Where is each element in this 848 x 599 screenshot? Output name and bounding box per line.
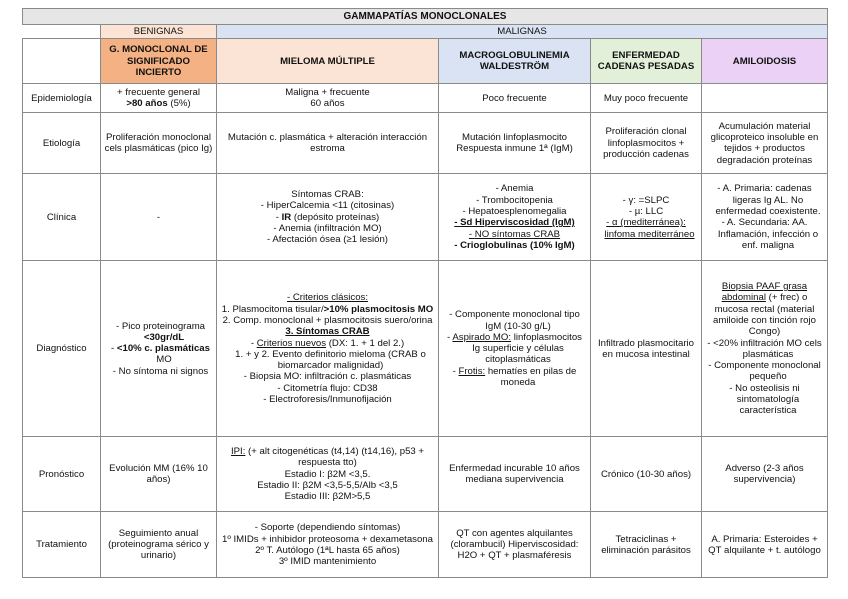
row-label-etiology: Etiología <box>23 113 101 174</box>
diag-waldenstrom <box>439 261 591 437</box>
diag-mm-crit1-b: >10% plasmocitosis MO <box>323 303 434 315</box>
etio-mm: Mutación c. plasmática + alteración interacción estroma <box>217 113 439 174</box>
clin-wald-item: - Crioglobulinas (10% IgM) <box>442 240 587 251</box>
diag-mgus <box>101 261 217 437</box>
clin-mm-item: - Anemia (infiltración MO) <box>220 223 435 234</box>
trat-heavy-chain: Tetraciclinas + eliminación parásitos <box>591 512 702 578</box>
prog-heavy-chain: Crónico (10-30 años) <box>591 437 702 512</box>
diag-heavy-chain: Infiltrado plasmocitario en mucosa intestinal <box>591 261 702 437</box>
group-benign: BENIGNAS <box>101 25 217 39</box>
etio-waldenstrom: Mutación linfoplasmocito Respuesta inmune 1ª (IgM) <box>439 113 591 174</box>
prog-mm <box>217 437 439 512</box>
diag-mm-new-1: 1. + y 2. Evento definitorio mieloma (CRAB o biomarcador malignidad) <box>235 348 426 372</box>
clin-heavy-chain <box>591 174 702 261</box>
clin-heavy-item: - γ: =SLPC <box>594 195 698 206</box>
prog-mm-stage: Estadio III: β2M>5,5 <box>284 491 371 503</box>
diag-mgus-item <box>108 321 213 344</box>
trat-mgus: Seguimiento anual (proteinograma sérico y urinario) <box>101 512 217 578</box>
diag-mgus-item: - No síntoma ni signos <box>108 366 213 377</box>
diag-amy-item: - Componente monoclonal pequeño <box>705 360 824 383</box>
epi-mgus-pct: (5%) <box>167 98 191 110</box>
epi-mm-line2: 60 años <box>310 98 345 110</box>
clin-amy-item: - A. Secundaria: AA. Inflamación, infección o enf. maligna <box>705 217 824 251</box>
clin-amyloidosis <box>702 174 828 261</box>
diag-amy-item: - No osteolisis ni sintomatología característica <box>705 383 824 417</box>
row-label-prognosis: Pronóstico <box>23 437 101 512</box>
clin-mm-head: Síntomas CRAB: <box>291 189 364 201</box>
col-heavy-chain: ENFERMEDAD CADENAS PESADAS <box>591 39 702 84</box>
epi-mgus-line1: + frecuente general <box>117 87 200 98</box>
clin-heavy-item: - µ: LLC <box>594 206 698 217</box>
etio-heavy-chain: Proliferación clonal linfoplasmocitos + producción cadenas <box>591 113 702 174</box>
clin-mgus: - <box>101 174 217 261</box>
row-label-clinical: Clínica <box>23 174 101 261</box>
prog-amyloidosis: Adverso (2-3 años supervivencia) <box>702 437 828 512</box>
trat-mm-line: 1º IMIDs + inhibidor proteosoma + dexametasona <box>222 533 433 545</box>
clin-heavy-item: - α (mediterránea): linfoma mediterráneo <box>594 217 698 240</box>
clin-mm-ir-desc: (depósito proteínas) <box>291 211 380 223</box>
diag-mm-crit1 <box>220 304 435 315</box>
trat-mm <box>217 512 439 578</box>
epi-mm <box>217 84 439 113</box>
clin-amy-item: - A. Primaria: cadenas ligeras Ig AL. No enfermedad coexistente. <box>705 183 824 217</box>
diag-mm-classic: - Criterios clásicos: <box>220 292 435 303</box>
diag-wald-aspirate: linfoplasmocitos Ig superficie y células citoplasmáticas <box>472 331 582 366</box>
col-waldenstrom: MACROGLOBULINEMIA WALDESTRÖM <box>439 39 591 84</box>
clin-wald-item: - Anemia <box>442 183 587 194</box>
prog-mgus: Evolución MM (16% 10 años) <box>101 437 217 512</box>
clin-wald-item: - Hepatoesplenomegalia <box>442 206 587 217</box>
clin-wald-item: - Sd Hiperviscosidad (IgM) <box>442 217 587 228</box>
diag-mgus-item <box>108 343 213 366</box>
clin-mm <box>217 174 439 261</box>
diag-wald-aspirate-label: Aspirado MO: <box>452 331 512 343</box>
diag-wald-item <box>442 332 587 366</box>
gammapathy-table <box>22 8 828 578</box>
diag-wald-item: - Componente monoclonal tipo IgM (10-30 g/L) <box>442 309 587 332</box>
diag-amy-biopsy <box>705 281 824 337</box>
diag-mm-new-note: (DX: 1. + 1 del 2.) <box>326 337 405 349</box>
clin-mm-item: - HiperCalcemia <11 (citosinas) <box>220 200 435 211</box>
col-mgus: G. MONOCLONAL DE SIGNIFICADO INCIERTO <box>101 39 217 84</box>
diag-amyloidosis <box>702 261 828 437</box>
row-label-diagnosis: Diagnóstico <box>23 261 101 437</box>
group-malign: MALIGNAS <box>217 25 828 39</box>
trat-amyloidosis: A. Primaria: Esteroides + QT alquilante + t. autólogo <box>702 512 828 578</box>
diag-mm <box>217 261 439 437</box>
diag-mm-item: - Electroforesis/Inmunofijación <box>220 394 435 405</box>
trat-mm-line: - Soporte (dependiendo síntomas) <box>254 522 401 534</box>
prog-mm-stage: Estadio I: β2M <3,5. <box>284 468 371 480</box>
diag-mm-crit3: 3. Síntomas CRAB <box>285 326 370 338</box>
clin-mm-item: - Afectación ósea (≥1 lesión) <box>220 234 435 245</box>
prog-mm-ipi <box>220 446 435 469</box>
epi-mgus <box>101 84 217 113</box>
empty-corner <box>23 25 101 39</box>
trat-mm-line: 3º IMID mantenimiento <box>278 556 377 568</box>
diag-mm-crit1-a: 1. Plasmocitoma tisular/ <box>221 303 324 315</box>
diag-mm-crit2: 2. Comp. monoclonal + plasmocitosis suero/orina <box>222 314 433 326</box>
diag-mm-item: - Biopsia MO: infiltración c. plasmáticas <box>220 371 435 382</box>
prog-mm-stage: Estadio II: β2M <3,5-5,5/Alb <3,5 <box>257 479 398 491</box>
diag-mgus-peak-value: <30gr/dL <box>143 331 185 343</box>
prog-mm-ipi-label: IPI: <box>230 446 246 458</box>
diag-mgus-peak: Pico proteinograma <box>121 320 206 332</box>
row-label-epidemiology: Epidemiología <box>23 84 101 113</box>
prog-mm-ipi-desc: (+ alt citogenéticas (t4,14) (t14,16), p53 + respuesta tto) <box>245 446 425 469</box>
diag-mgus-plasma-mo: MO <box>156 354 172 366</box>
etio-mgus: Proliferación monoclonal cels plasmáticas (pico Ig) <box>101 113 217 174</box>
epi-amyloidosis <box>702 84 828 113</box>
diag-amy-biopsy-desc: (+ frec) o mucosa rectal (material amiloide con tinción rojo Congo) <box>713 292 816 338</box>
diag-wald-smear: hematíes en pilas de moneda <box>485 365 577 389</box>
epi-mm-line1: Maligna + frecuente <box>285 87 370 98</box>
clin-wald-item: - Trombocitopenia <box>442 195 587 206</box>
clin-mm-item <box>220 212 435 223</box>
clin-wald-item: - NO síntomas CRAB <box>442 229 587 240</box>
diag-mm-item: - Citometría flujo: CD38 <box>220 383 435 394</box>
epi-mgus-age: >80 años <box>126 98 168 110</box>
diag-mgus-plasma: <10% c. plasmáticas <box>116 343 210 355</box>
clin-waldenstrom <box>439 174 591 261</box>
row-label-treatment: Tratamiento <box>23 512 101 578</box>
trat-mm-line: 2º T. Autólogo (1ªL hasta 65 años) <box>255 544 400 556</box>
table-title: GAMMAPATÍAS MONOCLONALES <box>23 9 828 25</box>
diag-mm-new-label: Criterios nuevos <box>256 337 327 349</box>
diag-amy-item: - <20% infiltración MO cels plasmáticas <box>705 338 824 361</box>
clin-mm-ir: IR <box>281 211 292 223</box>
col-amyloidosis: AMILOIDOSIS <box>702 39 828 84</box>
epi-waldenstrom: Poco frecuente <box>439 84 591 113</box>
diag-wald-item <box>442 366 587 389</box>
diag-wald-smear-label: Frotis: <box>458 365 486 377</box>
etio-amyloidosis: Acumulación material glicoproteico insoluble en tejidos + productos degradación proteínas <box>702 113 828 174</box>
prog-waldenstrom: Enfermedad incurable 10 años mediana supervivencia <box>439 437 591 512</box>
epi-heavy-chain: Muy poco frecuente <box>591 84 702 113</box>
diag-amy-biopsy-label: Biopsia PAAF grasa abdominal <box>721 281 808 304</box>
trat-waldenstrom: QT con agentes alquilantes (clorambucil) Hiperviscosidad: H2O + QT + plasmaféresis <box>439 512 591 578</box>
col-mm: MIELOMA MÚLTIPLE <box>217 39 439 84</box>
diag-mm-new <box>220 338 435 349</box>
empty-header-cell <box>23 39 101 84</box>
